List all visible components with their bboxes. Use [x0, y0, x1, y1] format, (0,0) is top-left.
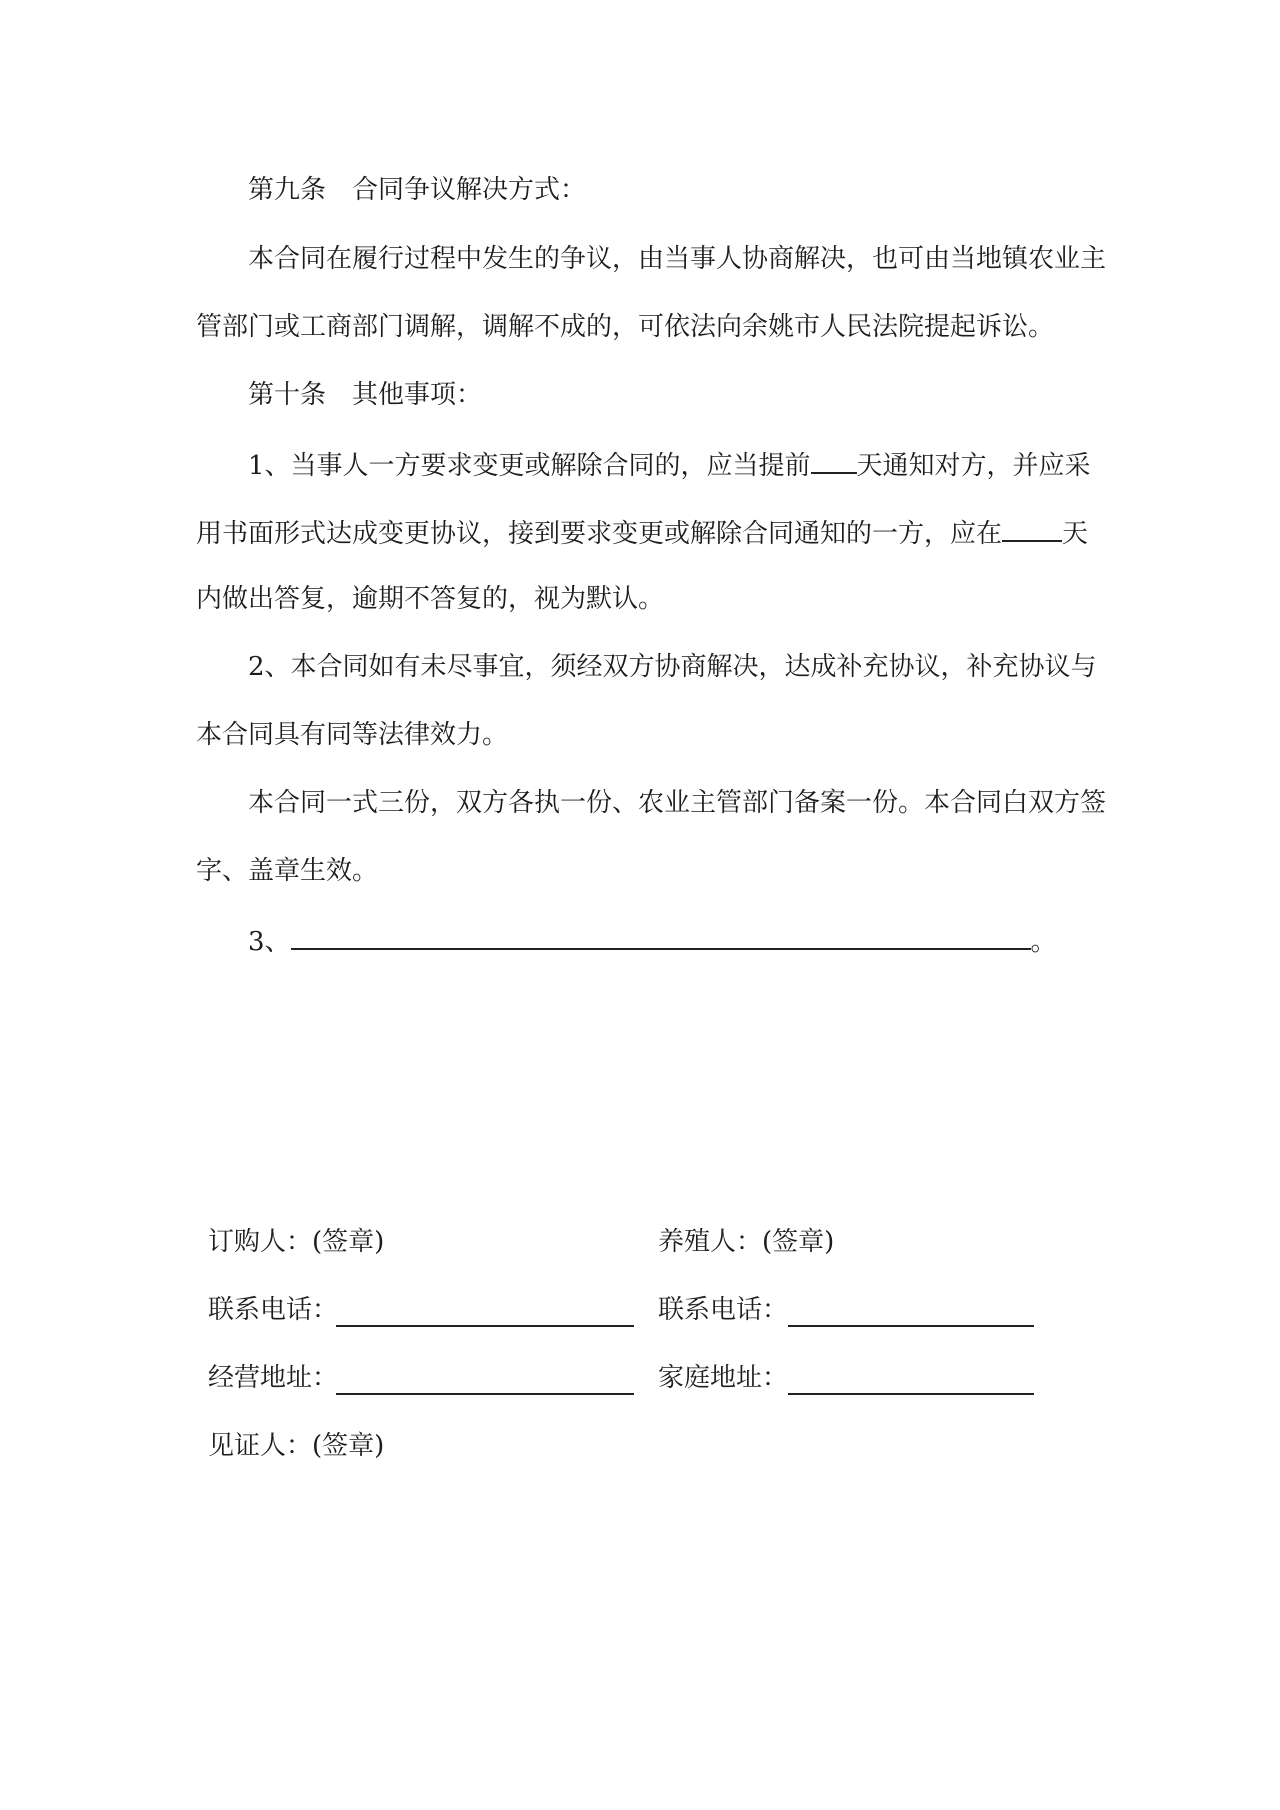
item-1-line-1-text-b: 天通知对方，并应采 [856, 451, 1091, 481]
farmer-signature-label: 养殖人：(签章) [658, 1227, 835, 1257]
item-3-line [248, 922, 1057, 959]
item-1-line-1 [248, 446, 1091, 483]
buyer-address-blank [336, 1393, 634, 1395]
buyer-signature-label: 订购人：(签章) [208, 1227, 385, 1257]
article-9-heading: 第九条 合同争议解决方式： [248, 175, 587, 205]
item-3-blank [291, 922, 1031, 950]
farmer-phone-blank [788, 1325, 1034, 1327]
buyer-address-label: 经营地址： [208, 1363, 339, 1393]
buyer-phone-label: 联系电话： [208, 1295, 339, 1325]
item-1-line-2-text-b: 天 [1062, 519, 1089, 549]
article-9-body-line-1: 本合同在履行过程中发生的争议，由当事人协商解决，也可由当地镇农业主 [248, 244, 1107, 274]
farmer-address-label: 家庭地址： [658, 1363, 789, 1393]
reply-days-blank [1002, 514, 1062, 542]
article-10-heading: 第十条 其他事项： [248, 380, 483, 410]
item-1-line-2-text-a: 用书面形式达成变更协议，接到要求变更或解除合同通知的一方，应在 [196, 519, 1003, 549]
buyer-phone-blank [336, 1325, 634, 1327]
item-3-prefix: 3、 [248, 927, 291, 957]
item-2-line-1: 2、本合同如有未尽事宜，须经双方协商解决，达成补充协议，补充协议与 [248, 652, 1097, 682]
copies-line-1: 本合同一式三份，双方各执一份、农业主管部门备案一份。本合同白双方签 [248, 788, 1107, 818]
item-1-line-3: 内做出答复，逾期不答复的，视为默认。 [196, 584, 665, 614]
article-9-body-line-2: 管部门或工商部门调解，调解不成的，可依法向余姚市人民法院提起诉讼。 [196, 312, 1055, 342]
notice-days-blank [811, 446, 857, 474]
item-3-suffix: 。 [1030, 927, 1057, 957]
copies-line-2: 字、盖章生效。 [196, 856, 379, 886]
item-2-line-2: 本合同具有同等法律效力。 [196, 720, 509, 750]
item-1-line-2 [196, 514, 1088, 551]
farmer-address-blank [788, 1393, 1034, 1395]
farmer-phone-label: 联系电话： [658, 1295, 789, 1325]
witness-signature-label: 见证人：(签章) [208, 1431, 385, 1461]
item-1-line-1-text-a: 1、当事人一方要求变更或解除合同的，应当提前 [248, 451, 811, 481]
